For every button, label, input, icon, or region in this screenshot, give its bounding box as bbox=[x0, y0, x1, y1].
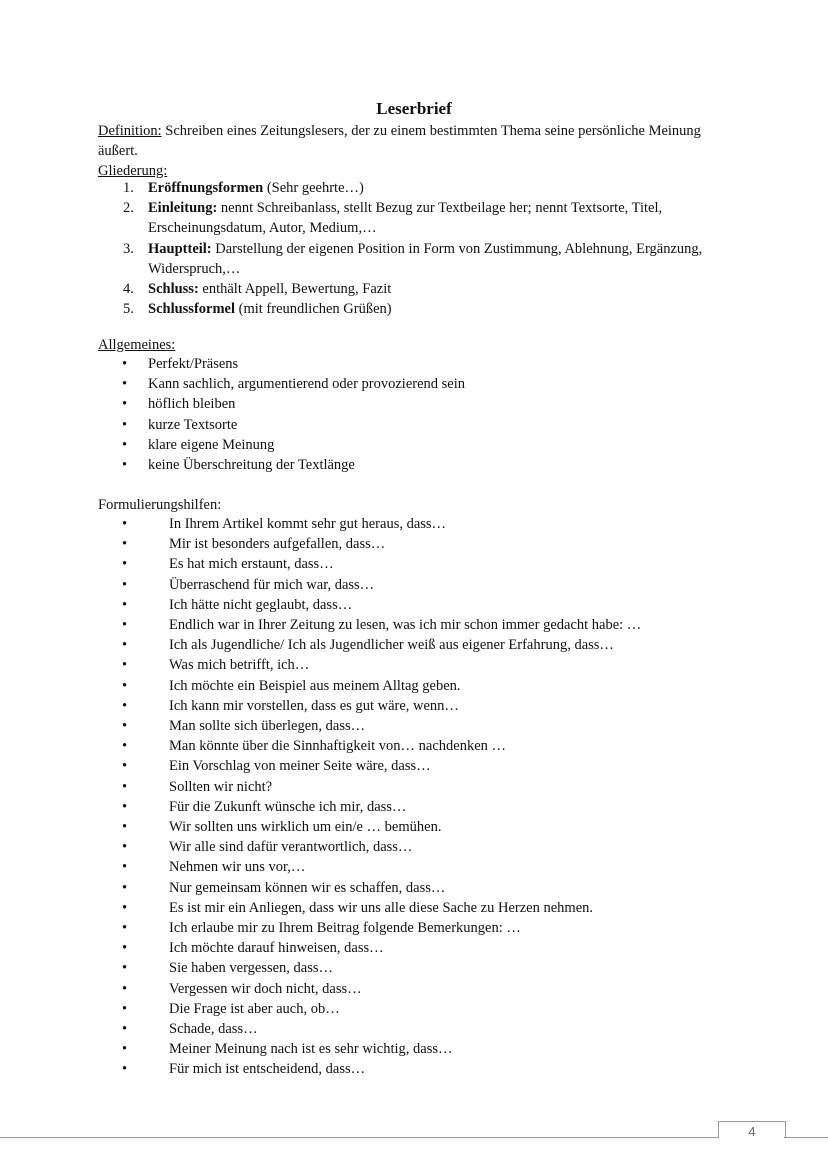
bullet-icon: • bbox=[122, 697, 128, 714]
list-item-text: keine Überschreitung der Textlänge bbox=[148, 457, 355, 474]
gliederung-item bbox=[98, 279, 738, 299]
list-item-text: Es hat mich erstaunt, dass… bbox=[169, 556, 334, 573]
list-item-text: Für mich ist entscheidend, dass… bbox=[169, 1061, 366, 1078]
bullet-icon: • bbox=[122, 879, 128, 896]
gliederung-list bbox=[98, 178, 738, 319]
bullet-icon: • bbox=[122, 960, 128, 977]
list-item bbox=[98, 435, 465, 455]
bullet-icon: • bbox=[122, 457, 128, 474]
list-item bbox=[98, 554, 641, 574]
list-item bbox=[98, 655, 641, 675]
bullet-icon: • bbox=[122, 758, 128, 775]
list-item bbox=[98, 696, 641, 716]
gliederung-text: Darstellung der eigenen Position in Form von Zustimmung, Ablehnung, Ergänzung, Widerspruch,… bbox=[148, 240, 703, 277]
list-item-text: Ich möchte darauf hinweisen, dass… bbox=[169, 940, 384, 957]
bullet-icon: • bbox=[122, 556, 128, 573]
list-item bbox=[98, 938, 641, 958]
list-number: 4. bbox=[123, 281, 134, 298]
gliederung-text: (Sehr geehrte…) bbox=[263, 180, 364, 196]
list-item bbox=[98, 857, 641, 877]
list-item bbox=[98, 958, 641, 978]
formulierungshilfen-list bbox=[98, 514, 641, 1080]
list-item-text: In Ihrem Artikel kommt sehr gut heraus, dass… bbox=[169, 516, 447, 532]
list-item bbox=[98, 918, 641, 938]
list-item bbox=[98, 575, 641, 595]
list-item bbox=[98, 415, 465, 435]
list-item bbox=[98, 716, 641, 736]
bullet-icon: • bbox=[122, 356, 128, 372]
bullet-icon: • bbox=[122, 899, 128, 916]
list-number: 3. bbox=[123, 240, 134, 257]
page-number: 4 bbox=[718, 1121, 786, 1138]
gliederung-text: (mit freundlichen Grüßen) bbox=[235, 301, 392, 318]
bullet-icon: • bbox=[122, 657, 128, 674]
bullet-icon: • bbox=[122, 436, 128, 453]
list-item bbox=[98, 756, 641, 776]
bullet-icon: • bbox=[122, 980, 128, 997]
list-item-text: Nur gemeinsam können wir es schaffen, dass… bbox=[169, 879, 446, 896]
footer-divider-right bbox=[784, 1137, 828, 1138]
bullet-icon: • bbox=[122, 920, 128, 937]
list-item bbox=[98, 595, 641, 615]
page-title: Leserbrief bbox=[376, 99, 452, 118]
list-item bbox=[98, 1019, 641, 1039]
definition-label: Definition: bbox=[98, 123, 162, 139]
bullet-icon: • bbox=[122, 617, 128, 634]
bullet-icon: • bbox=[122, 536, 128, 553]
list-item bbox=[98, 676, 641, 696]
list-item bbox=[98, 878, 641, 898]
bullet-icon: • bbox=[122, 1041, 128, 1058]
bullet-icon: • bbox=[122, 859, 128, 876]
list-item bbox=[98, 394, 465, 414]
bullet-icon: • bbox=[122, 677, 128, 694]
allgemeines-heading: Allgemeines: bbox=[98, 337, 176, 353]
list-item bbox=[98, 354, 465, 374]
list-item-text: Was mich betrifft, ich… bbox=[169, 657, 310, 674]
gliederung-text: enthält Appell, Bewertung, Fazit bbox=[198, 281, 392, 298]
bullet-icon: • bbox=[122, 940, 128, 957]
list-item-text: Schade, dass… bbox=[169, 1021, 258, 1038]
bullet-icon: • bbox=[122, 596, 128, 613]
list-item bbox=[98, 797, 641, 817]
bullet-icon: • bbox=[122, 396, 128, 413]
list-item-text: Man könnte über die Sinnhaftigkeit von… nachdenken … bbox=[169, 738, 507, 755]
bullet-icon: • bbox=[122, 798, 128, 815]
list-item-text: Überraschend für mich war, dass… bbox=[169, 576, 375, 593]
list-number: 1. bbox=[123, 180, 134, 196]
bullet-icon: • bbox=[122, 839, 128, 856]
definition-paragraph bbox=[98, 121, 738, 161]
list-item bbox=[98, 999, 641, 1019]
list-item-text: Mir ist besonders aufgefallen, dass… bbox=[169, 536, 386, 553]
list-item-text: höflich bleiben bbox=[148, 396, 236, 413]
list-item-text: Wir sollten uns wirklich um ein/e … bemühen. bbox=[169, 819, 442, 836]
gliederung-item bbox=[98, 299, 738, 319]
bullet-icon: • bbox=[122, 718, 128, 735]
list-item-text: Ich erlaube mir zu Ihrem Beitrag folgende Bemerkungen: … bbox=[169, 920, 521, 937]
gliederung-term: Schlussformel bbox=[148, 301, 235, 318]
list-item-text: Ich kann mir vorstellen, dass es gut wäre, wenn… bbox=[169, 697, 459, 714]
formulierungshilfen-heading: Formulierungshilfen: bbox=[98, 497, 222, 513]
gliederung-item bbox=[98, 239, 738, 279]
list-item-text: Ich als Jugendliche/ Ich als Jugendlicher weiß aus eigener Erfahrung, dass… bbox=[169, 637, 614, 654]
list-item-text: Nehmen wir uns vor,… bbox=[169, 859, 306, 876]
gliederung-term: Einleitung: bbox=[148, 200, 218, 217]
gliederung-text: nennt Schreibanlass, stellt Bezug zur Textbeilage her; nennt Textsorte, Titel, Erscheinungsdatum, Autor, Medium,… bbox=[148, 200, 663, 237]
list-item-text: Kann sachlich, argumentierend oder provozierend sein bbox=[148, 376, 466, 393]
gliederung-item bbox=[98, 198, 738, 238]
bullet-icon: • bbox=[122, 819, 128, 836]
list-item-text: Wir alle sind dafür verantwortlich, dass… bbox=[169, 839, 413, 856]
list-item bbox=[98, 455, 465, 475]
list-item-text: Es ist mir ein Anliegen, dass wir uns alle diese Sache zu Herzen nehmen. bbox=[169, 899, 594, 916]
definition-text: Schreiben eines Zeitungslesers, der zu einem bestimmten Thema seine persönliche Meinung äußert. bbox=[98, 123, 701, 160]
gliederung-term: Hauptteil: bbox=[148, 240, 212, 257]
bullet-icon: • bbox=[122, 516, 128, 532]
allgemeines-list bbox=[98, 354, 465, 475]
bullet-icon: • bbox=[122, 576, 128, 593]
gliederung-heading: Gliederung: bbox=[98, 163, 168, 179]
list-item bbox=[98, 615, 641, 635]
list-item bbox=[98, 1059, 641, 1079]
list-item-text: Für die Zukunft wünsche ich mir, dass… bbox=[169, 798, 407, 815]
list-item-text: Vergessen wir doch nicht, dass… bbox=[169, 980, 362, 997]
list-item-text: Die Frage ist aber auch, ob… bbox=[169, 1000, 340, 1017]
list-item bbox=[98, 514, 641, 534]
list-item-text: Ich möchte ein Beispiel aus meinem Alltag geben. bbox=[169, 677, 461, 694]
list-item-text: Man sollte sich überlegen, dass… bbox=[169, 718, 366, 735]
list-item-text: kurze Textsorte bbox=[148, 416, 238, 433]
list-item-text: Sie haben vergessen, dass… bbox=[169, 960, 334, 977]
list-item bbox=[98, 837, 641, 857]
list-item bbox=[98, 777, 641, 797]
list-item bbox=[98, 736, 641, 756]
list-number: 5. bbox=[123, 301, 134, 318]
list-item-text: klare eigene Meinung bbox=[148, 436, 275, 453]
bullet-icon: • bbox=[122, 738, 128, 755]
list-item-text: Perfekt/Präsens bbox=[148, 356, 239, 372]
gliederung-item bbox=[98, 178, 738, 198]
list-item-text: Endlich war in Ihrer Zeitung zu lesen, was ich mir schon immer gedacht habe: … bbox=[169, 617, 642, 634]
list-item bbox=[98, 817, 641, 837]
bullet-icon: • bbox=[122, 778, 128, 795]
bullet-icon: • bbox=[122, 416, 128, 433]
list-number: 2. bbox=[123, 200, 134, 217]
list-item-text: Ich hätte nicht geglaubt, dass… bbox=[169, 596, 353, 613]
list-item-text: Ein Vorschlag von meiner Seite wäre, dass… bbox=[169, 758, 431, 775]
bullet-icon: • bbox=[122, 1021, 128, 1038]
list-item-text: Meiner Meinung nach ist es sehr wichtig, dass… bbox=[169, 1041, 453, 1058]
list-item bbox=[98, 979, 641, 999]
list-item bbox=[98, 898, 641, 918]
list-item bbox=[98, 534, 641, 554]
footer-divider bbox=[0, 1137, 718, 1138]
list-item bbox=[98, 1039, 641, 1059]
gliederung-term: Eröffnungsformen bbox=[148, 180, 264, 196]
bullet-icon: • bbox=[122, 1061, 128, 1078]
gliederung-term: Schluss: bbox=[148, 281, 199, 298]
bullet-icon: • bbox=[122, 376, 128, 393]
list-item bbox=[98, 635, 641, 655]
list-item-text: Sollten wir nicht? bbox=[169, 778, 273, 795]
bullet-icon: • bbox=[122, 1000, 128, 1017]
bullet-icon: • bbox=[122, 637, 128, 654]
list-item bbox=[98, 374, 465, 394]
